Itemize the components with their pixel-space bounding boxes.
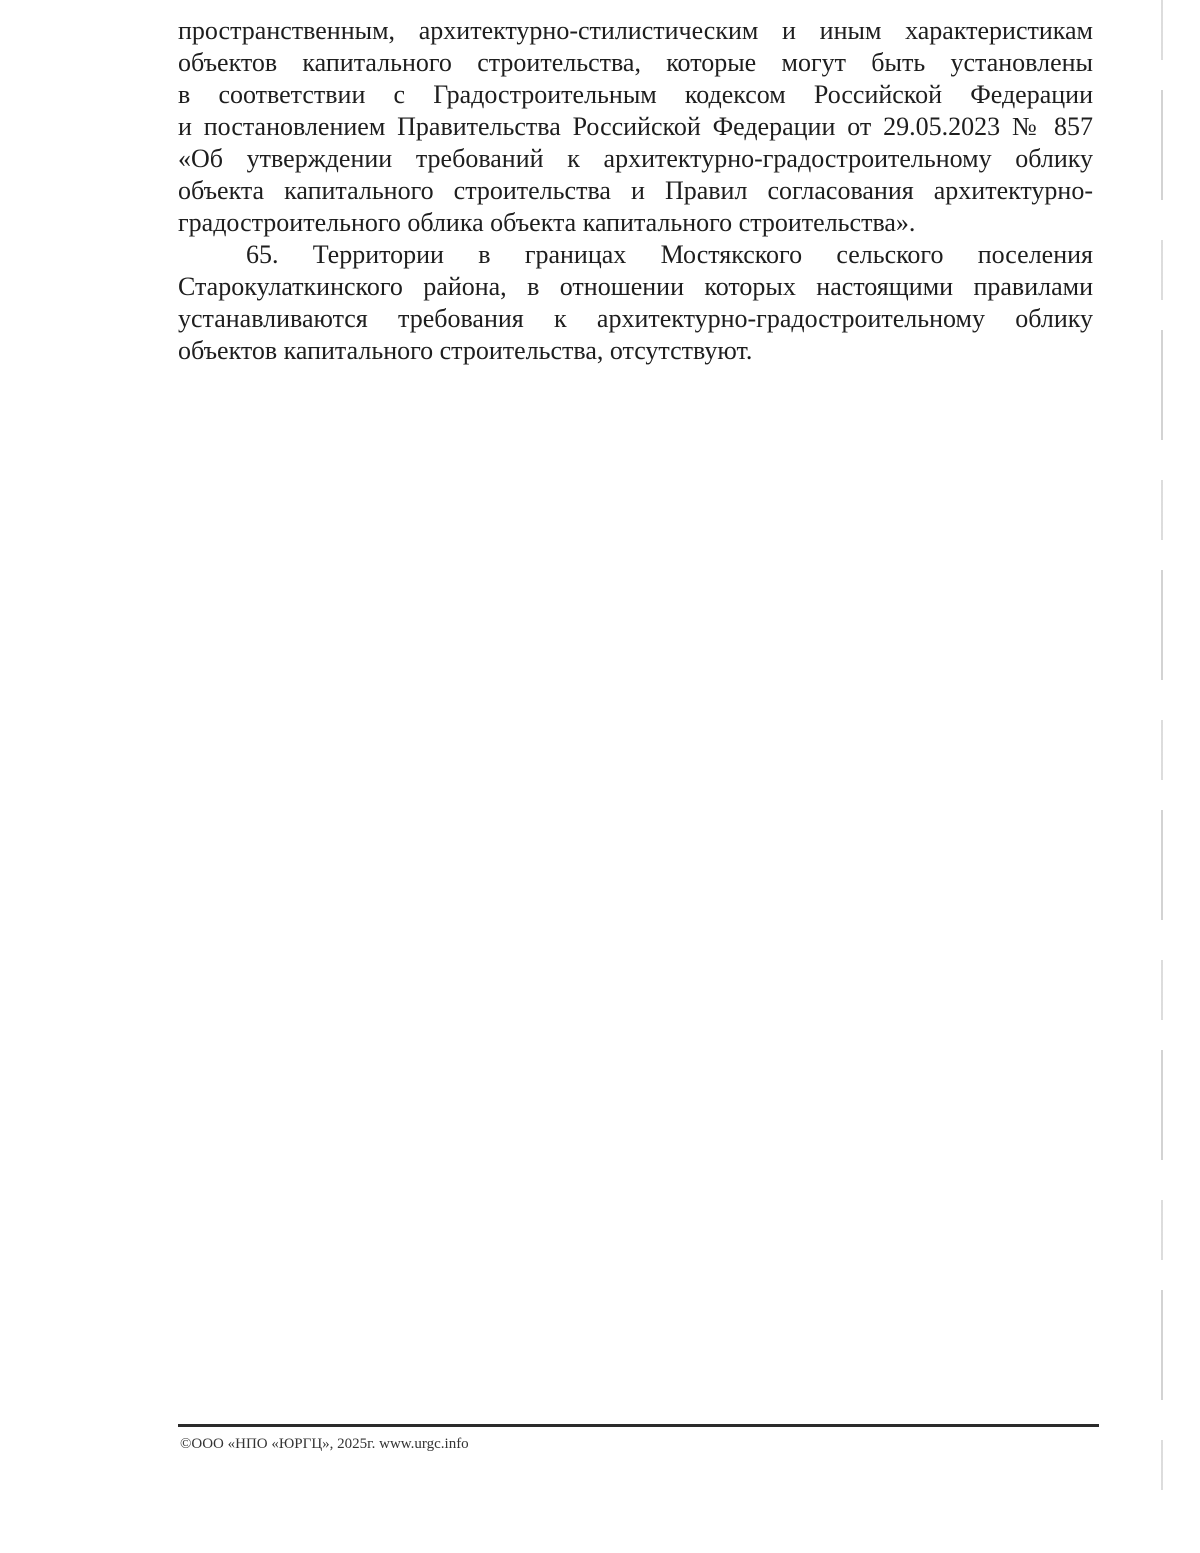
paragraph-1-line: объектов капитального строительства, которые могут быть установлены xyxy=(178,48,1093,77)
paragraph-2-line: 65. Территории в границах Мостякского сельского поселения xyxy=(246,240,1093,269)
footer-divider xyxy=(178,1424,1099,1427)
paragraph-2-line: Старокулаткинского района, в отношении которых настоящими правилами xyxy=(178,272,1093,301)
paragraph-1-line: градостроительного облика объекта капитального строительства». xyxy=(178,208,916,237)
paragraph-1-line: «Об утверждении требований к архитектурно-градостроительному облику xyxy=(178,144,1093,173)
paragraph-2-line: устанавливаются требования к архитектурно-градостроительному облику xyxy=(178,304,1093,333)
paragraph-1-line: объекта капитального строительства и Правил согласования архитектурно- xyxy=(178,176,1093,205)
scan-edge-artifact xyxy=(1161,0,1163,1490)
footer-copyright: ©ООО «НПО «ЮРГЦ», 2025г. www.urgc.info xyxy=(180,1436,469,1452)
paragraph-2 xyxy=(178,239,1093,367)
paragraph-1 xyxy=(178,15,1093,239)
paragraph-1-line: и постановлением Правительства Российской Федерации от 29.05.2023 № 857 xyxy=(178,112,1093,141)
paragraph-2-line: объектов капитального строительства, отсутствуют. xyxy=(178,336,753,365)
document-body xyxy=(178,15,1093,367)
paragraph-1-line: пространственным, архитектурно-стилистическим и иным характеристикам xyxy=(178,16,1093,45)
paragraph-1-line: в соответствии с Градостроительным кодексом Российской Федерации xyxy=(178,80,1093,109)
